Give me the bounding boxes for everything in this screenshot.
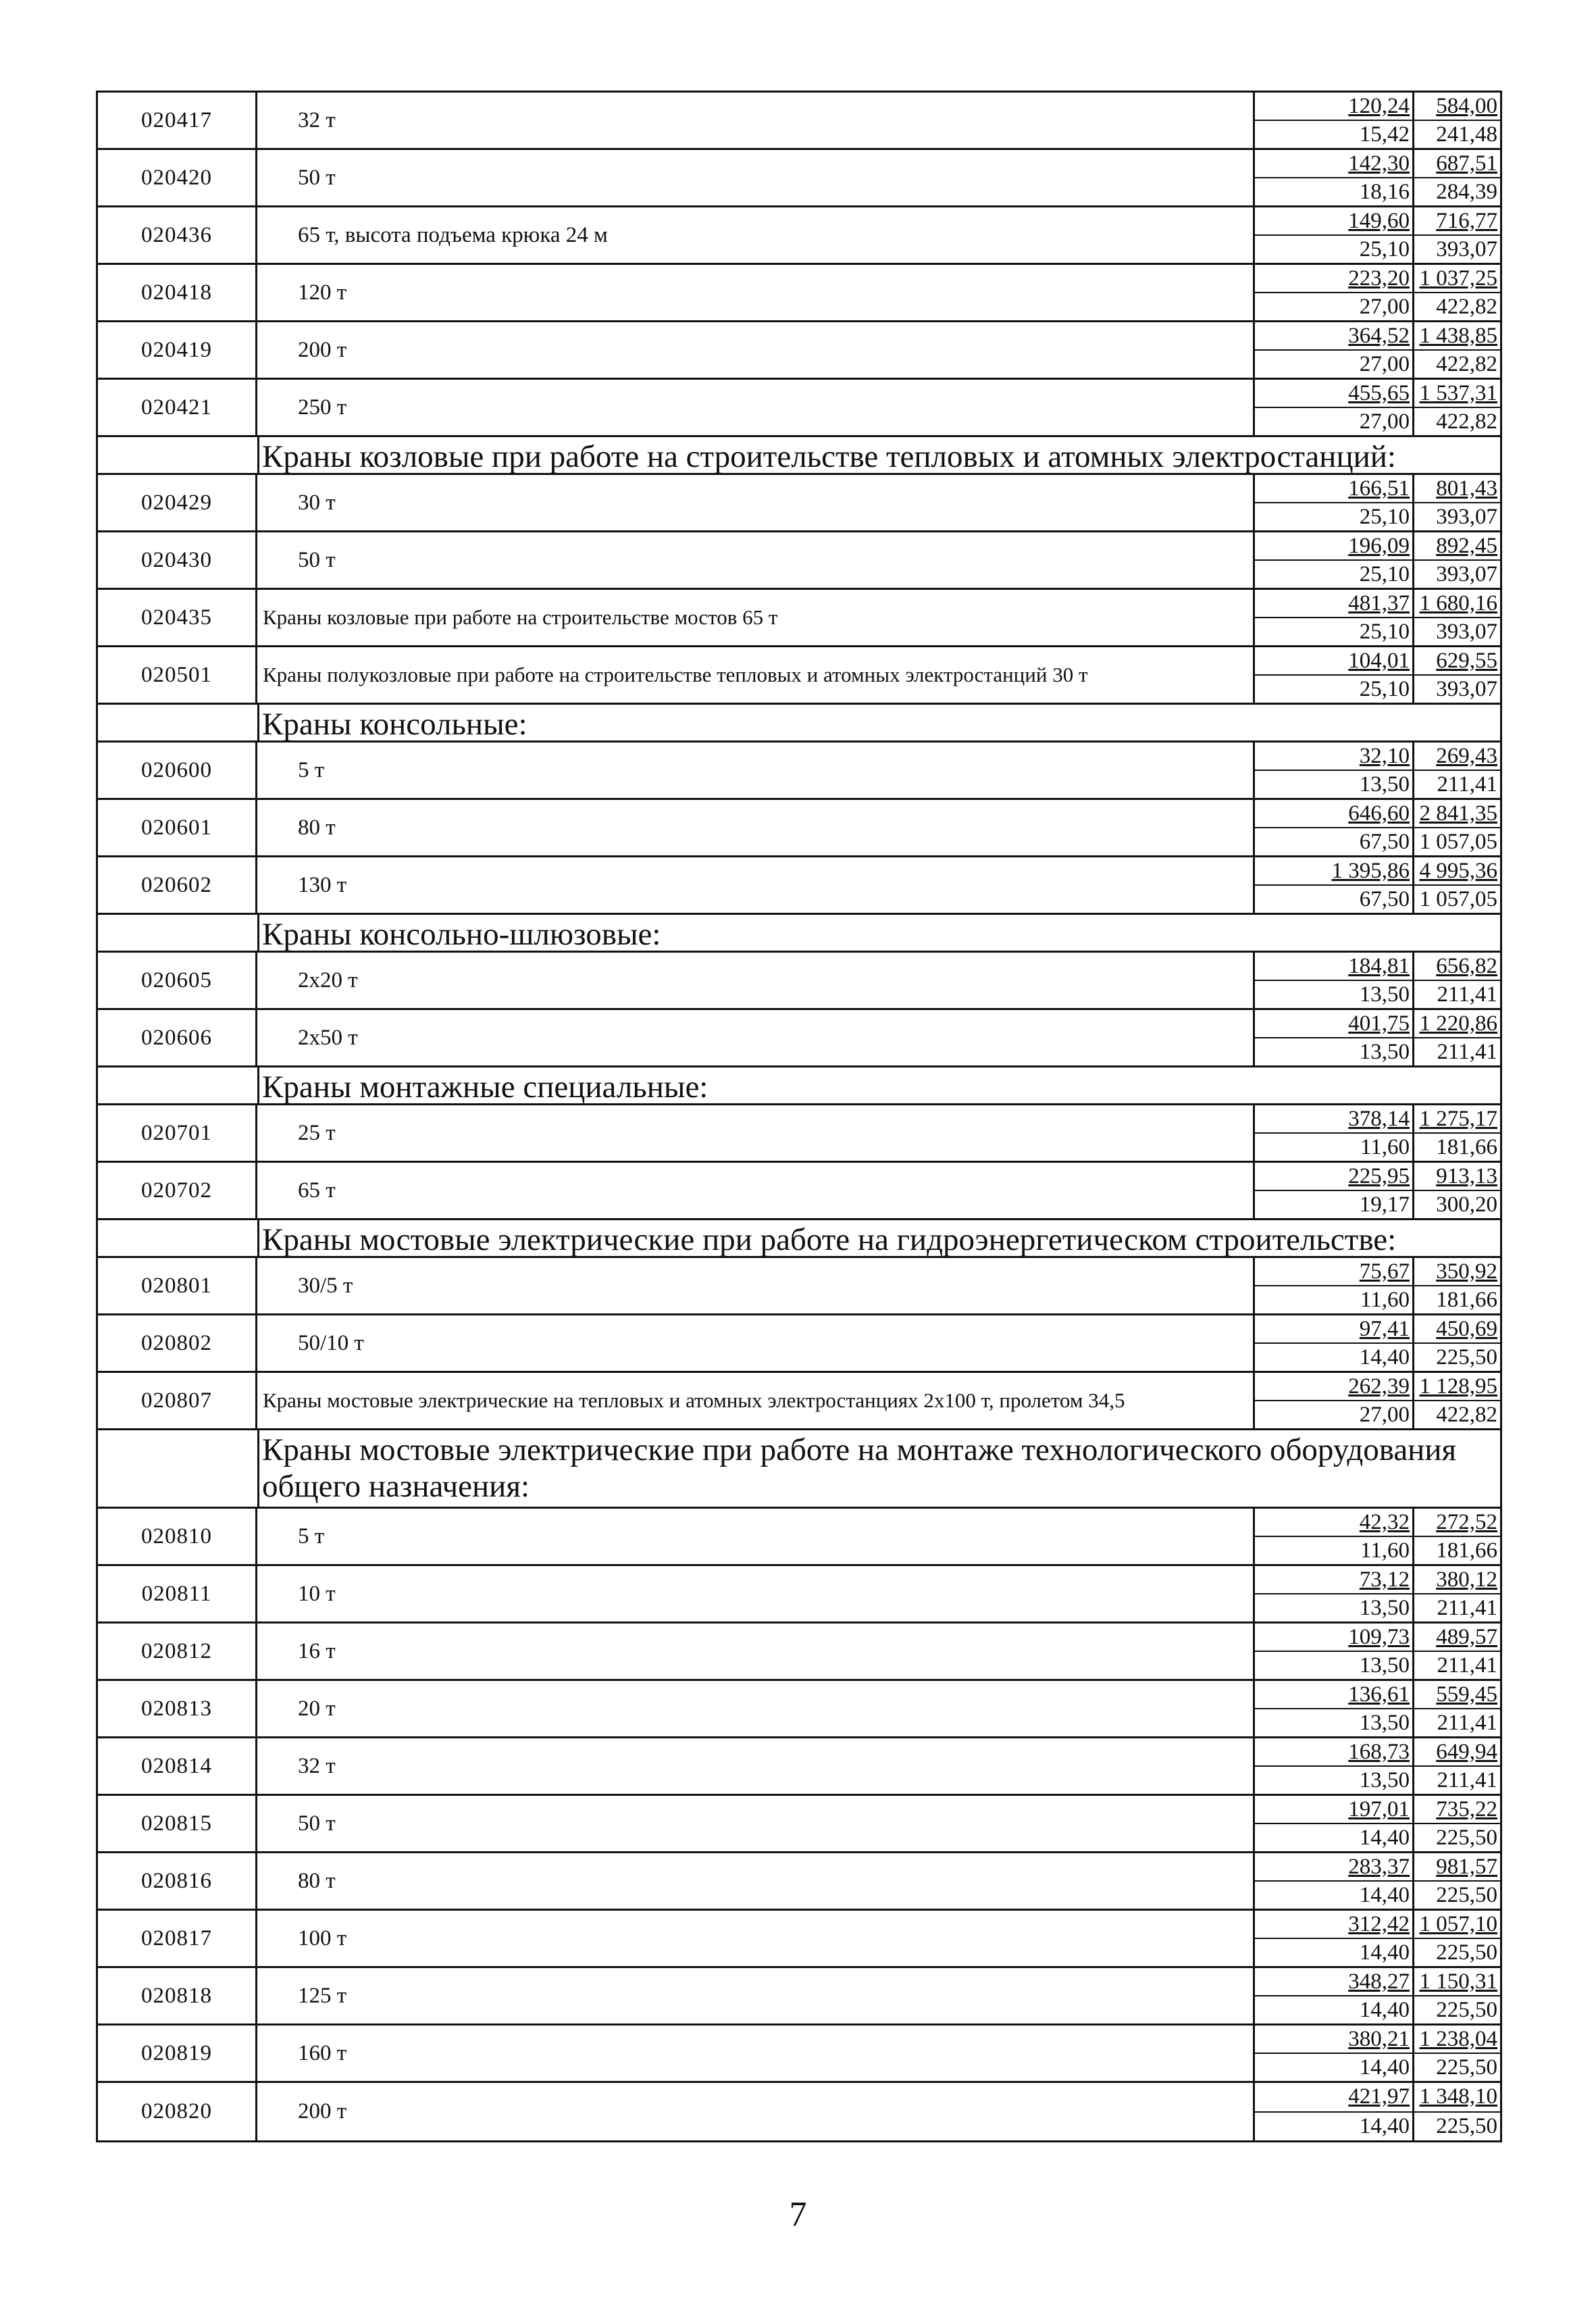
rate-value: 27,00: [1359, 295, 1410, 319]
rate-value: 67,50: [1359, 887, 1410, 911]
row-code: 020815: [98, 1796, 257, 1851]
rate-value: 13,50: [1359, 982, 1410, 1007]
row-code: 020814: [98, 1738, 257, 1794]
rate-value: 225,50: [1436, 1826, 1497, 1850]
row-code: 020701: [98, 1105, 257, 1161]
rate-value: 687,51: [1414, 150, 1500, 178]
row-code: 020605: [98, 953, 257, 1008]
rate-value: 716,77: [1414, 207, 1500, 236]
row-name: 16 т: [257, 1624, 1255, 1679]
table-row: [98, 2026, 1500, 2083]
rate-value: 25,10: [1359, 505, 1410, 529]
row-code: 020818: [98, 1968, 257, 2023]
rate-column-2: [1414, 1681, 1500, 1736]
row-name: 50 т: [257, 532, 1255, 588]
rate-value: 422,82: [1436, 409, 1497, 434]
rate-column-1: [1255, 322, 1414, 378]
row-name: 65 т, высота подъема крюка 24 м: [257, 207, 1255, 263]
table-row: [98, 93, 1500, 150]
row-name: 20 т: [257, 1681, 1255, 1736]
rate-value: 2 841,35: [1414, 800, 1500, 828]
row-code: 020429: [98, 475, 257, 530]
rate-value: 181,66: [1436, 1538, 1497, 1563]
section-title: Краны мостовые электрические при работе на гидроэнергетическом строительстве:: [257, 1220, 1500, 1256]
section-code-cell: [98, 1220, 257, 1256]
rate-value: 109,73: [1255, 1624, 1412, 1652]
row-code: 020810: [98, 1509, 257, 1564]
table-row: [98, 1911, 1500, 1968]
row-name: 30/5 т: [257, 1258, 1255, 1313]
row-name: 125 т: [257, 1968, 1255, 2023]
section-heading: [98, 915, 1500, 953]
row-code: 020802: [98, 1315, 257, 1371]
row-code: 020817: [98, 1911, 257, 1966]
rate-value: 656,82: [1414, 953, 1500, 981]
row-name: 200 т: [257, 322, 1255, 378]
row-name: 32 т: [257, 1738, 1255, 1794]
rate-value: 42,32: [1255, 1509, 1412, 1537]
rate-value: 197,01: [1255, 1796, 1412, 1824]
table-row: [98, 1738, 1500, 1796]
rate-column-1: [1255, 380, 1414, 435]
rate-column-2: [1414, 1373, 1500, 1428]
rate-value: 75,67: [1255, 1258, 1412, 1286]
row-code: 020602: [98, 857, 257, 913]
section-title: Краны монтажные специальные:: [257, 1067, 1500, 1103]
rate-column-1: [1255, 953, 1414, 1008]
rate-value: 450,69: [1414, 1315, 1500, 1344]
rate-value: 211,41: [1437, 1768, 1497, 1792]
row-name: 30 т: [257, 475, 1255, 530]
table-row: [98, 1566, 1500, 1624]
rate-column-1: [1255, 1681, 1414, 1736]
rate-value: 223,20: [1255, 265, 1412, 293]
table-row: [98, 150, 1500, 207]
rate-value: 14,40: [1359, 1345, 1410, 1369]
rate-column-2: [1414, 265, 1500, 320]
table-row: [98, 322, 1500, 380]
rate-value: 13,50: [1359, 772, 1410, 797]
rate-column-2: [1414, 743, 1500, 798]
rate-column-2: [1414, 207, 1500, 263]
rate-column-1: [1255, 647, 1414, 703]
rate-value: 25,10: [1359, 677, 1410, 701]
rate-column-1: [1255, 1624, 1414, 1679]
table-row: [98, 475, 1500, 532]
rate-column-1: [1255, 1105, 1414, 1161]
rate-column-1: [1255, 532, 1414, 588]
section-heading: [98, 437, 1500, 475]
row-code: 020418: [98, 265, 257, 320]
rate-value: 393,07: [1436, 562, 1497, 586]
rate-value: 97,41: [1255, 1315, 1412, 1344]
rate-value: 67,50: [1359, 830, 1410, 854]
rate-value: 1 057,05: [1419, 887, 1497, 911]
rate-column-1: [1255, 1566, 1414, 1621]
rate-value: 584,00: [1414, 93, 1500, 121]
rate-value: 11,60: [1360, 1135, 1410, 1159]
rate-value: 136,61: [1255, 1681, 1412, 1709]
row-code: 020816: [98, 1853, 257, 1909]
rate-value: 241,48: [1436, 122, 1497, 147]
rate-column-2: [1414, 1509, 1500, 1564]
rate-column-2: [1414, 1624, 1500, 1679]
rate-value: 225,50: [1436, 1883, 1497, 1907]
rate-column-2: [1414, 150, 1500, 205]
row-name: 250 т: [257, 380, 1255, 435]
rate-column-1: [1255, 93, 1414, 148]
table-row: [98, 953, 1500, 1010]
table-row: [98, 1105, 1500, 1163]
rate-column-2: [1414, 1010, 1500, 1065]
row-code: 020807: [98, 1373, 257, 1428]
section-title: Краны мостовые электрические при работе на монтаже технологического оборудования общего назначения:: [257, 1430, 1500, 1507]
rate-column-2: [1414, 800, 1500, 855]
row-code: 020435: [98, 590, 257, 645]
rate-column-2: [1414, 857, 1500, 913]
rate-value: 1 057,05: [1419, 830, 1497, 854]
table-row: [98, 1509, 1500, 1566]
rate-value: 1 275,17: [1414, 1105, 1500, 1134]
row-code: 020801: [98, 1258, 257, 1313]
row-name: 32 т: [257, 93, 1255, 148]
rate-value: 422,82: [1436, 352, 1497, 376]
rate-column-1: [1255, 1738, 1414, 1794]
rate-value: 27,00: [1359, 352, 1410, 376]
row-code: 020436: [98, 207, 257, 263]
rate-value: 13,50: [1359, 1768, 1410, 1792]
rate-value: 13,50: [1359, 1711, 1410, 1735]
rate-value: 184,81: [1255, 953, 1412, 981]
rate-column-2: [1414, 1105, 1500, 1161]
table-row: [98, 800, 1500, 857]
row-name: 5 т: [257, 743, 1255, 798]
row-code: 020421: [98, 380, 257, 435]
section-code-cell: [98, 915, 257, 951]
rate-value: 14,40: [1359, 2055, 1410, 2080]
rate-value: 1 128,95: [1414, 1373, 1500, 1401]
row-code: 020601: [98, 800, 257, 855]
rate-value: 14,40: [1359, 1998, 1410, 2022]
rate-column-1: [1255, 590, 1414, 645]
row-code: 020420: [98, 150, 257, 205]
row-name: 2х50 т: [257, 1010, 1255, 1065]
rate-value: 4 995,36: [1414, 857, 1500, 886]
row-code: 020417: [98, 93, 257, 148]
rate-value: 401,75: [1255, 1010, 1412, 1038]
rate-column-1: [1255, 150, 1414, 205]
rate-value: 13,50: [1359, 1596, 1410, 1620]
rate-value: 211,41: [1437, 1596, 1497, 1620]
row-name: 200 т: [257, 2083, 1255, 2140]
rate-value: 284,39: [1436, 180, 1497, 204]
rate-value: 378,14: [1255, 1105, 1412, 1134]
rate-value: 559,45: [1414, 1681, 1500, 1709]
rate-value: 19,17: [1359, 1192, 1410, 1217]
table-row: [98, 1373, 1500, 1430]
table-row: [98, 647, 1500, 705]
row-name: Краны мостовые электрические на тепловых и атомных электростанциях 2х100 т, пролетом 34,5: [257, 1373, 1255, 1428]
row-name: 50 т: [257, 1796, 1255, 1851]
table-row: [98, 1258, 1500, 1315]
rate-value: 489,57: [1414, 1624, 1500, 1652]
row-name: 130 т: [257, 857, 1255, 913]
rates-table: [96, 91, 1502, 2142]
rate-value: 1 037,25: [1414, 265, 1500, 293]
section-heading: [98, 1430, 1500, 1509]
rate-column-2: [1414, 380, 1500, 435]
row-code: 020430: [98, 532, 257, 588]
rate-value: 1 150,31: [1414, 1968, 1500, 1996]
rate-value: 11,60: [1360, 1288, 1410, 1312]
table-row: [98, 1681, 1500, 1738]
rate-value: 300,20: [1436, 1192, 1497, 1217]
rate-value: 25,10: [1359, 620, 1410, 644]
rate-value: 225,50: [1436, 1345, 1497, 1369]
rate-value: 225,50: [1436, 2055, 1497, 2080]
rate-value: 350,92: [1414, 1258, 1500, 1286]
rate-value: 14,40: [1359, 1826, 1410, 1850]
rate-value: 393,07: [1436, 620, 1497, 644]
rate-column-1: [1255, 800, 1414, 855]
rate-value: 481,37: [1255, 590, 1412, 618]
rate-value: 393,07: [1436, 237, 1497, 261]
rate-column-2: [1414, 1315, 1500, 1371]
rate-value: 380,12: [1414, 1566, 1500, 1594]
rate-column-2: [1414, 1911, 1500, 1966]
page-number: 7: [789, 2195, 807, 2234]
rate-column-1: [1255, 1010, 1414, 1065]
rate-value: 393,07: [1436, 505, 1497, 529]
rate-value: 25,10: [1359, 562, 1410, 586]
row-code: 020812: [98, 1624, 257, 1679]
rate-value: 14,40: [1359, 1883, 1410, 1907]
rate-column-2: [1414, 475, 1500, 530]
rate-column-1: [1255, 1968, 1414, 2023]
rate-value: 211,41: [1437, 1653, 1497, 1678]
rate-value: 225,50: [1436, 1998, 1497, 2022]
rate-value: 272,52: [1414, 1509, 1500, 1537]
table-row: [98, 1853, 1500, 1911]
rate-column-1: [1255, 1258, 1414, 1313]
rate-value: 225,50: [1436, 1940, 1497, 1965]
rate-value: 211,41: [1437, 1040, 1497, 1064]
rate-value: 14,40: [1359, 2113, 1410, 2138]
rate-value: 364,52: [1255, 322, 1412, 351]
section-title: Краны консольные:: [257, 705, 1500, 740]
section-title: Краны консольно-шлюзовые:: [257, 915, 1500, 951]
rate-column-2: [1414, 1968, 1500, 2023]
table-row: [98, 743, 1500, 800]
rate-value: 13,50: [1359, 1653, 1410, 1678]
rate-column-1: [1255, 1853, 1414, 1909]
rate-column-1: [1255, 743, 1414, 798]
row-name: 10 т: [257, 1566, 1255, 1621]
rate-column-2: [1414, 1566, 1500, 1621]
rate-value: 421,97: [1255, 2083, 1412, 2113]
rate-column-2: [1414, 1258, 1500, 1313]
row-name: 65 т: [257, 1163, 1255, 1218]
rate-value: 1 238,04: [1414, 2026, 1500, 2054]
row-code: 020811: [98, 1566, 257, 1621]
rate-value: 1 057,10: [1414, 1911, 1500, 1939]
rate-column-2: [1414, 93, 1500, 148]
rate-value: 1 680,16: [1414, 590, 1500, 618]
section-code-cell: [98, 705, 257, 740]
rate-column-1: [1255, 857, 1414, 913]
rate-value: 1 395,86: [1255, 857, 1412, 886]
rate-column-2: [1414, 953, 1500, 1008]
table-row: [98, 380, 1500, 437]
rate-value: 13,50: [1359, 1040, 1410, 1064]
rate-column-2: [1414, 2026, 1500, 2081]
rate-column-1: [1255, 1911, 1414, 1966]
rate-value: 348,27: [1255, 1968, 1412, 1996]
rate-column-1: [1255, 1163, 1414, 1218]
table-row: [98, 265, 1500, 322]
row-code: 020600: [98, 743, 257, 798]
rate-value: 166,51: [1255, 475, 1412, 503]
rate-value: 735,22: [1414, 1796, 1500, 1824]
rate-column-1: [1255, 1373, 1414, 1428]
table-row: [98, 1163, 1500, 1220]
rate-value: 196,09: [1255, 532, 1412, 561]
rate-column-1: [1255, 475, 1414, 530]
rate-column-1: [1255, 207, 1414, 263]
rate-value: 73,12: [1255, 1566, 1412, 1594]
rate-value: 801,43: [1414, 475, 1500, 503]
rate-value: 312,42: [1255, 1911, 1412, 1939]
row-code: 020419: [98, 322, 257, 378]
rate-value: 211,41: [1437, 772, 1497, 797]
rate-value: 142,30: [1255, 150, 1412, 178]
rate-value: 15,42: [1359, 122, 1410, 147]
rate-value: 393,07: [1436, 677, 1497, 701]
rate-column-1: [1255, 1509, 1414, 1564]
row-name: 120 т: [257, 265, 1255, 320]
row-code: 020501: [98, 647, 257, 703]
rate-value: 18,16: [1359, 180, 1410, 204]
row-code: 020702: [98, 1163, 257, 1218]
section-code-cell: [98, 437, 257, 473]
table-row: [98, 1010, 1500, 1067]
rate-column-1: [1255, 1315, 1414, 1371]
rate-value: 422,82: [1436, 1403, 1497, 1427]
rate-value: 646,60: [1255, 800, 1412, 828]
rate-value: 380,21: [1255, 2026, 1412, 2054]
row-name: 100 т: [257, 1911, 1255, 1966]
table-row: [98, 207, 1500, 265]
rate-column-2: [1414, 2083, 1500, 2140]
rate-column-2: [1414, 590, 1500, 645]
row-name: 5 т: [257, 1509, 1255, 1564]
rate-column-1: [1255, 2026, 1414, 2081]
section-heading: [98, 1220, 1500, 1258]
rate-value: 1 537,31: [1414, 380, 1500, 408]
section-heading: [98, 705, 1500, 743]
row-name: 50 т: [257, 150, 1255, 205]
rate-value: 181,66: [1436, 1135, 1497, 1159]
rate-column-2: [1414, 1796, 1500, 1851]
rate-value: 1 220,86: [1414, 1010, 1500, 1038]
section-heading: [98, 1067, 1500, 1105]
rate-column-1: [1255, 2083, 1414, 2140]
rate-column-2: [1414, 322, 1500, 378]
rate-value: 32,10: [1255, 743, 1412, 771]
table-row: [98, 1624, 1500, 1681]
row-name: 25 т: [257, 1105, 1255, 1161]
row-name: Краны полукозловые при работе на строительстве тепловых и атомных электростанций 30 т: [257, 647, 1255, 703]
section-code-cell: [98, 1067, 257, 1103]
rate-value: 892,45: [1414, 532, 1500, 561]
rate-value: 181,66: [1436, 1288, 1497, 1312]
rate-value: 283,37: [1255, 1853, 1412, 1882]
rate-value: 11,60: [1360, 1538, 1410, 1563]
table-row: [98, 532, 1500, 590]
rate-value: 27,00: [1359, 1403, 1410, 1427]
table-row: [98, 1315, 1500, 1373]
rate-value: 629,55: [1414, 647, 1500, 676]
rate-value: 225,50: [1436, 2113, 1497, 2138]
rate-value: 225,95: [1255, 1163, 1412, 1191]
rate-column-1: [1255, 265, 1414, 320]
rate-value: 104,01: [1255, 647, 1412, 676]
section-code-cell: [98, 1430, 257, 1507]
rate-value: 211,41: [1437, 1711, 1497, 1735]
row-name: 80 т: [257, 1853, 1255, 1909]
rate-column-1: [1255, 1796, 1414, 1851]
row-code: 020819: [98, 2026, 257, 2081]
row-name: Краны козловые при работе на строительстве мостов 65 т: [257, 590, 1255, 645]
table-row: [98, 1796, 1500, 1853]
rate-column-2: [1414, 532, 1500, 588]
rate-value: 269,43: [1414, 743, 1500, 771]
section-title: Краны козловые при работе на строительстве тепловых и атомных электростанций:: [257, 437, 1500, 473]
rate-value: 262,39: [1255, 1373, 1412, 1401]
rate-column-2: [1414, 1738, 1500, 1794]
rate-column-2: [1414, 1163, 1500, 1218]
rate-value: 649,94: [1414, 1738, 1500, 1767]
table-row: [98, 2083, 1500, 2140]
row-code: 020606: [98, 1010, 257, 1065]
row-name: 2х20 т: [257, 953, 1255, 1008]
table-row: [98, 590, 1500, 647]
rate-value: 981,57: [1414, 1853, 1500, 1882]
row-name: 160 т: [257, 2026, 1255, 2081]
rate-value: 149,60: [1255, 207, 1412, 236]
row-name: 50/10 т: [257, 1315, 1255, 1371]
rate-value: 455,65: [1255, 380, 1412, 408]
rate-value: 168,73: [1255, 1738, 1412, 1767]
rate-value: 14,40: [1359, 1940, 1410, 1965]
rate-value: 1 438,85: [1414, 322, 1500, 351]
rate-column-2: [1414, 1853, 1500, 1909]
rate-value: 422,82: [1436, 295, 1497, 319]
rate-value: 27,00: [1359, 409, 1410, 434]
rate-value: 25,10: [1359, 237, 1410, 261]
rate-column-2: [1414, 647, 1500, 703]
row-name: 80 т: [257, 800, 1255, 855]
rate-value: 211,41: [1437, 982, 1497, 1007]
rate-value: 120,24: [1255, 93, 1412, 121]
table-row: [98, 857, 1500, 915]
rate-value: 913,13: [1414, 1163, 1500, 1191]
row-code: 020813: [98, 1681, 257, 1736]
row-code: 020820: [98, 2083, 257, 2140]
rate-value: 1 348,10: [1414, 2083, 1500, 2113]
table-row: [98, 1968, 1500, 2026]
